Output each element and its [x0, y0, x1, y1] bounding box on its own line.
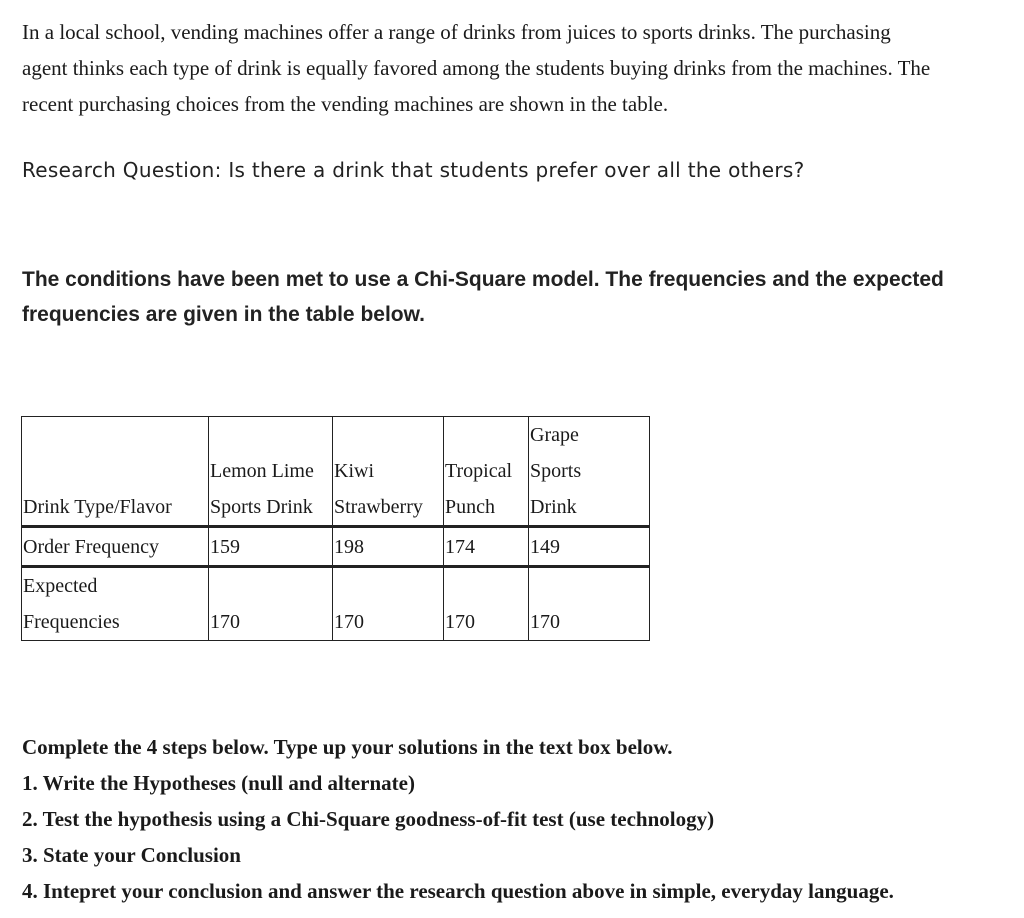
header-cell-tropical-punch — [444, 417, 529, 527]
intro-line: In a local school, vending machines offer a range of drinks from juices to sports drinks. The purchasing — [22, 20, 891, 44]
header-text: Drink Type/Flavor — [23, 496, 172, 518]
header-text: Lemon Lime — [210, 460, 314, 482]
table-header-row — [22, 417, 650, 527]
table-cell: 174 — [444, 527, 529, 567]
header-cell-drink-type — [22, 417, 209, 527]
table-cell: 170 — [444, 567, 529, 641]
table-cell: 159 — [209, 527, 333, 567]
row-label-text: Order Frequency — [23, 536, 160, 558]
conditions-line: The conditions have been met to use a Chi-Square model. The frequencies and the expected — [22, 268, 944, 291]
header-text: Sports Drink — [210, 496, 313, 518]
instructions-heading: Complete the 4 steps below. Type up your solutions in the text box below. — [22, 735, 673, 759]
header-cell-lemon-lime — [209, 417, 333, 527]
header-text: Punch — [445, 496, 495, 518]
table-row — [22, 527, 650, 567]
header-cell-grape — [529, 417, 650, 527]
table-cell: 149 — [529, 527, 650, 567]
header-text: Strawberry — [334, 496, 423, 518]
step-item: 4. Intepret your conclusion and answer the research question above in simple, everyday language. — [22, 879, 894, 903]
row-label-text: Expected — [23, 575, 98, 597]
step-item: 3. State your Conclusion — [22, 843, 241, 867]
table-cell: 170 — [209, 567, 333, 641]
header-text: Tropical — [445, 460, 513, 482]
step-item: 2. Test the hypothesis using a Chi-Square goodness-of-fit test (use technology) — [22, 807, 715, 831]
table-cell: 170 — [529, 567, 650, 641]
conditions-line: frequencies are given in the table below. — [22, 303, 425, 326]
header-cell-kiwi-strawberry — [333, 417, 444, 527]
row-label — [22, 527, 209, 567]
intro-line: agent thinks each type of drink is equally favored among the students buying drinks from the machines. The — [22, 56, 931, 80]
row-label-text: Frequencies — [23, 611, 120, 633]
table-cell: 170 — [333, 567, 444, 641]
table-row — [22, 567, 650, 641]
header-text: Grape — [530, 424, 579, 446]
header-text: Kiwi — [334, 460, 374, 482]
table-cell: 198 — [333, 527, 444, 567]
row-label — [22, 567, 209, 641]
intro-line: recent purchasing choices from the vending machines are shown in the table. — [22, 92, 669, 116]
header-text: Sports — [530, 460, 582, 482]
instructions — [22, 729, 894, 909]
research-question: Research Question: Is there a drink that students prefer over all the others? — [22, 158, 805, 182]
header-text: Drink — [530, 496, 577, 518]
step-item: 1. Write the Hypotheses (null and alternate) — [22, 771, 415, 795]
frequency-table — [21, 416, 650, 641]
problem-intro — [22, 14, 1022, 122]
conditions-statement — [22, 262, 1012, 332]
